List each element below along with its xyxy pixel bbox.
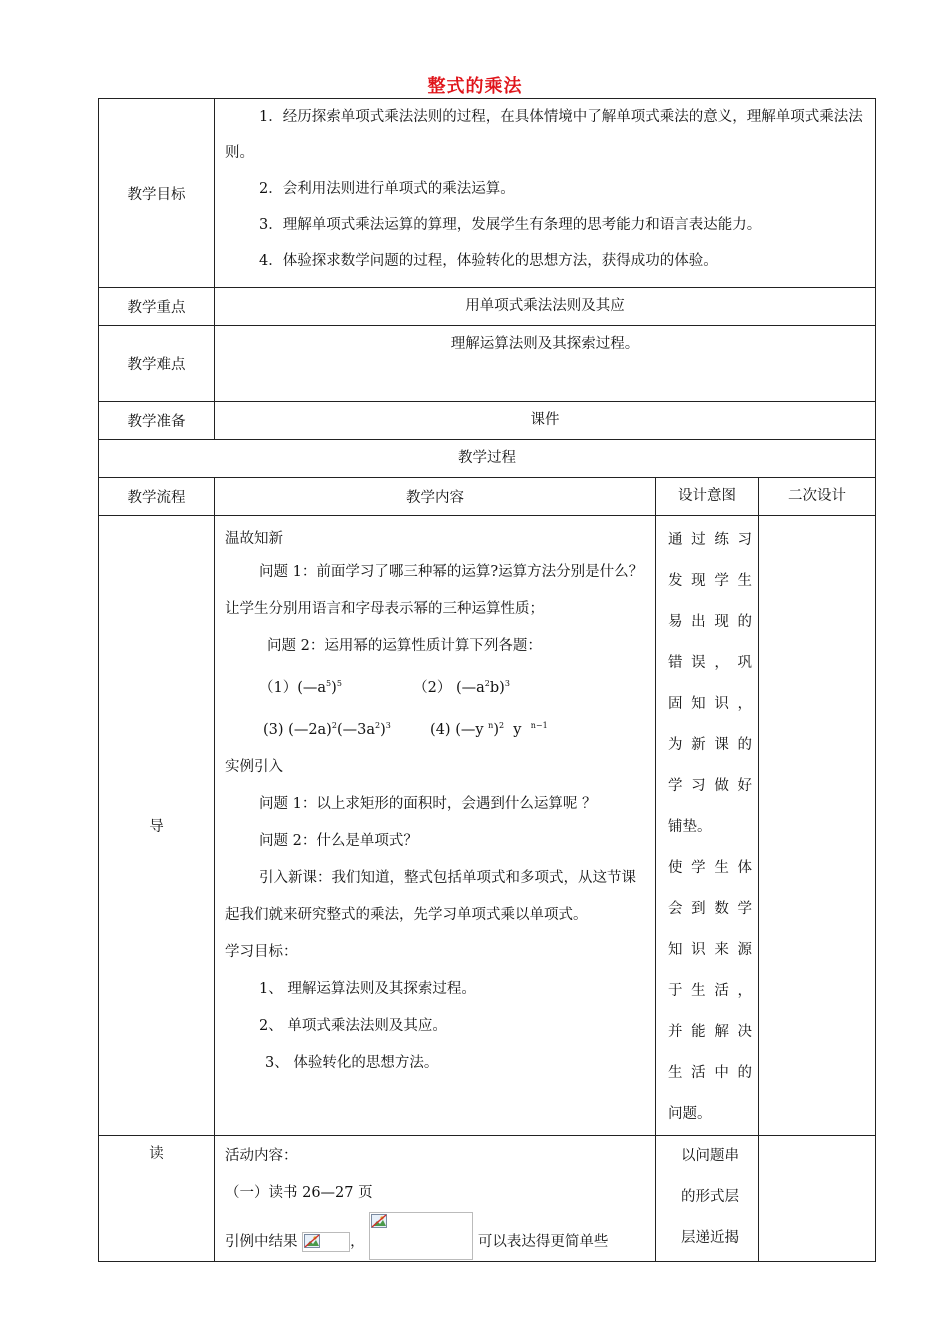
read-intent bbox=[656, 1136, 759, 1262]
intent-line: 使学生体 bbox=[668, 860, 752, 876]
intent-line: 以问题串 bbox=[681, 1148, 739, 1164]
preparation-label: 教学准备 bbox=[99, 402, 215, 440]
process-title-row bbox=[99, 440, 876, 478]
exercise-2-number: （2） bbox=[413, 679, 452, 696]
key-point-row bbox=[99, 288, 876, 326]
col-content-header: 教学内容 bbox=[215, 478, 656, 516]
activity-heading: 活动内容： bbox=[225, 1148, 298, 1164]
exercise-1-number: （1） bbox=[259, 679, 298, 696]
guide-intent bbox=[656, 516, 759, 1136]
objective-item: 3．理解单项式乘法运算的算理，发展学生有条理的思考能力和语言表达能力。 bbox=[259, 217, 762, 233]
objectives-row bbox=[99, 99, 876, 288]
key-point-label: 教学重点 bbox=[99, 288, 215, 326]
col-intent-header: 设计意图 bbox=[656, 478, 759, 516]
objectives-content bbox=[215, 99, 876, 288]
guide-row bbox=[99, 516, 876, 1136]
col-redesign-header: 二次设计 bbox=[759, 478, 876, 516]
intent-line: 固知识， bbox=[668, 696, 752, 712]
intent-line: 并能解决 bbox=[668, 1024, 752, 1040]
question-2: 问题 2：运用幂的运算性质计算下列各题： bbox=[267, 638, 542, 654]
read-line-b: ， bbox=[350, 1234, 365, 1250]
intent-line: 错误，巩 bbox=[668, 655, 752, 671]
objective-item: 2．会利用法则进行单项式的乘法运算。 bbox=[259, 181, 515, 197]
intent-line: 层递近揭 bbox=[681, 1230, 739, 1246]
read-redesign bbox=[759, 1136, 876, 1262]
intent-line: 学习做好 bbox=[668, 778, 752, 794]
intro-question-2: 问题 2：什么是单项式？ bbox=[259, 832, 418, 849]
review-heading: 温故知新 bbox=[225, 531, 283, 547]
read-label: 读 bbox=[99, 1136, 215, 1262]
read-step-1: （一）读书 26—27 页 bbox=[225, 1185, 373, 1201]
read-line-a: 引例中结果 bbox=[225, 1234, 298, 1250]
question-1: 问题 1：前面学习了哪三种幂的运算?运算方法分别是什么？让学生分别用语言和字母表示幂的三种运算性质； bbox=[225, 564, 644, 617]
objectives-label: 教学目标 bbox=[99, 99, 215, 288]
intent-line: 易出现的 bbox=[668, 614, 752, 630]
read-row bbox=[99, 1136, 876, 1262]
broken-image-icon bbox=[369, 1212, 473, 1260]
process-title: 教学过程 bbox=[99, 440, 876, 478]
intent-line: 为新课的 bbox=[668, 737, 752, 753]
lesson-plan-table bbox=[98, 98, 876, 1262]
exercise-3-expr: $(—2a)^2(—3a^2)^3$ bbox=[283, 720, 391, 738]
read-line bbox=[225, 1212, 649, 1261]
col-flow-header: 教学流程 bbox=[99, 478, 215, 516]
preparation-row bbox=[99, 402, 876, 440]
intent-line: 生活中的 bbox=[668, 1065, 752, 1081]
exercise-1-expr: $(—a^5)^5$ bbox=[297, 679, 342, 696]
objective-item: 4．体验探求数学问题的过程，体验转化的思想方法，获得成功的体验。 bbox=[259, 253, 718, 269]
difficulty-row bbox=[99, 326, 876, 402]
exercise-line-1 bbox=[225, 665, 649, 707]
document-title: 整式的乘法 bbox=[427, 76, 523, 97]
guide-content bbox=[215, 516, 656, 1136]
guide-label: 导 bbox=[99, 516, 215, 1136]
intro-heading: 实例引入 bbox=[225, 758, 283, 775]
intent-line: 知识来源 bbox=[668, 942, 752, 958]
intent-line: 的形式层 bbox=[681, 1189, 739, 1205]
new-lesson-text: 引入新课：我们知道，整式包括单项式和多项式，从这节课起我们就来研究整式的乘法，先学习单项式乘以单项式。 bbox=[225, 869, 636, 923]
exercise-4-expr: (—y $^n$)$^2$ y $^{n-1}$ bbox=[450, 720, 548, 738]
exercise-line-2 bbox=[225, 707, 649, 749]
difficulty-label: 教学难点 bbox=[99, 326, 215, 402]
intent-line: 于生活， bbox=[668, 983, 752, 999]
exercise-4-number: (4) bbox=[430, 721, 451, 738]
intent-line: 通过练习 bbox=[668, 532, 752, 548]
preparation-value: 课件 bbox=[215, 402, 876, 440]
difficulty-value: 理解运算法则及其探索过程。 bbox=[215, 326, 876, 402]
learning-goal-2: 2、 单项式乘法法则及其应。 bbox=[259, 1017, 447, 1034]
intro-question-1: 问题 1：以上求矩形的面积时，会遇到什么运算呢 ？ bbox=[259, 795, 597, 812]
header-row bbox=[99, 478, 876, 516]
broken-image-icon bbox=[302, 1232, 350, 1252]
guide-redesign bbox=[759, 516, 876, 1136]
goals-heading: 学习目标： bbox=[225, 943, 298, 960]
exercise-2-expr: $(—a^2b)^3$ bbox=[451, 679, 510, 696]
intent-line: 问题。 bbox=[668, 1106, 712, 1122]
read-content bbox=[215, 1136, 656, 1262]
intent-line: 铺垫。 bbox=[668, 819, 712, 835]
exercise-3-number: (3) bbox=[263, 721, 284, 738]
learning-goal-3: 3、 体验转化的思想方法。 bbox=[265, 1054, 439, 1071]
objective-item: 1．经历探索单项式乘法法则的过程，在具体情境中了解单项式乘法的意义，理解单项式乘法法则。 bbox=[225, 109, 863, 161]
intent-line: 发现学生 bbox=[668, 573, 752, 589]
read-line-c: 可以表达得更简单些 bbox=[477, 1234, 609, 1250]
intent-line: 会到数学 bbox=[668, 901, 752, 917]
key-point-value: 用单项式乘法法则及其应 bbox=[215, 288, 876, 326]
learning-goal-1: 1、 理解运算法则及其探索过程。 bbox=[259, 980, 476, 997]
